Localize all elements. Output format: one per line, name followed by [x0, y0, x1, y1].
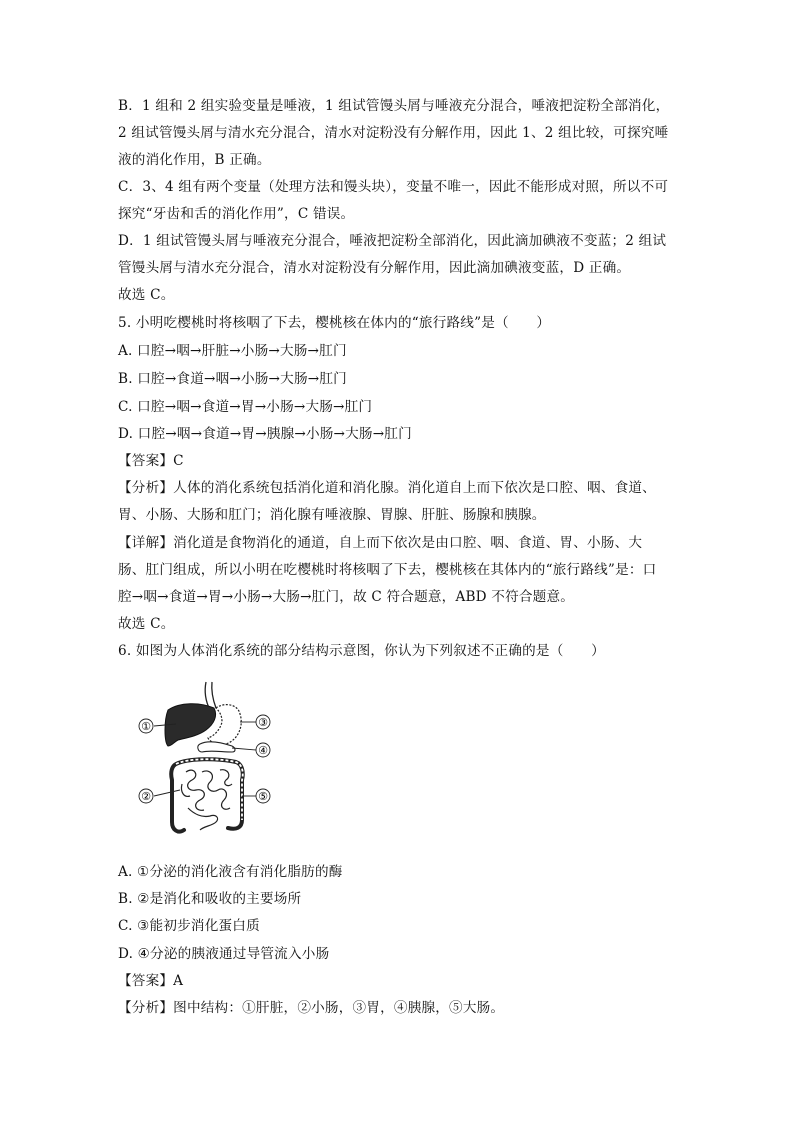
text-line: D．1 组试管馒头屑与唾液充分混合，唾液把淀粉全部消化，因此滴加碘液不变蓝；2 组试	[118, 233, 667, 249]
text-line: 故选 C。	[118, 287, 175, 303]
detail-text: 【详解】消化道是食物消化的通道，自上而下依次是由口腔、咽、食道、胃、小肠、大	[118, 535, 643, 551]
label-2: ②	[141, 790, 151, 803]
question-5-stem: 5. 小明吃樱桃时将核咽了下去，樱桃核在体内的“旅行路线”是（ ）	[118, 315, 551, 331]
detail-text: 腔→咽→食道→胃→小肠→大肠→肛门，故 C 符合题意，ABD 不符合题意。	[118, 589, 575, 605]
label-4: ④	[258, 744, 268, 757]
text-line: 液的消化作用，B 正确。	[118, 152, 271, 168]
pancreas-shape	[198, 742, 235, 752]
detail-text: 肠、肛门组成，所以小明在吃樱桃时将核咽了下去，樱桃核在其体内的“旅行路线”是：口	[118, 562, 657, 578]
analysis-text: 胃、小肠、大肠和肛门；消化腺有唾液腺、胃腺、肝脏、肠腺和胰腺。	[118, 507, 546, 523]
option-d: D. ④分泌的胰液通过导管流入小肠	[118, 946, 330, 962]
option-a: A. 口腔→咽→肝脏→小肠→大肠→肛门	[118, 343, 347, 359]
text-line: 2 组试管馒头屑与清水充分混合，清水对淀粉没有分解作用，因此 1、2 组比较，可探究唾	[118, 125, 669, 141]
conclusion-text: 故选 C。	[118, 616, 175, 632]
text-line: 探究“牙齿和舌的消化作用”，C 错误。	[118, 206, 355, 222]
label-3: ③	[258, 716, 268, 729]
text-line: B．1 组和 2 组实验变量是唾液，1 组试管馒头屑与唾液充分混合，唾液把淀粉全部消化，	[118, 98, 670, 114]
text-line: 管馒头屑与清水充分混合，清水对淀粉没有分解作用，因此滴加碘液变蓝，D 正确。	[118, 260, 631, 276]
option-c: C. 口腔→咽→食道→胃→小肠→大肠→肛门	[118, 399, 373, 415]
large-intestine-shape	[171, 759, 243, 831]
option-a: A. ①分泌的消化液含有消化脂肪的酶	[118, 864, 343, 880]
text-line: C．3、4 组有两个变量（处理方法和馒头块），变量不唯一，因此不能形成对照，所以不可	[118, 179, 669, 195]
digestive-system-figure	[128, 680, 288, 842]
analysis-text: 【分析】人体的消化系统包括消化道和消化腺。消化道自上而下依次是口腔、咽、食道、	[118, 480, 656, 496]
label-1: ①	[141, 720, 151, 733]
answer-label: 【答案】C	[118, 453, 184, 469]
liver-shape	[165, 704, 216, 746]
small-intestine-shape	[181, 770, 232, 830]
question-6-stem: 6. 如图为人体消化系统的部分结构示意图，你认为下列叙述不正确的是（ ）	[118, 643, 605, 659]
digestive-system-diagram	[128, 680, 288, 842]
label-5: ⑤	[258, 790, 268, 803]
analysis-text: 【分析】图中结构：①肝脏，②小肠，③胃，④胰腺，⑤大肠。	[118, 1000, 505, 1016]
option-b: B. ②是消化和吸收的主要场所	[118, 891, 302, 907]
option-b: B. 口腔→食道→咽→小肠→大肠→肛门	[118, 371, 347, 387]
option-d: D. 口腔→咽→食道→胃→胰腺→小肠→大肠→肛门	[118, 426, 412, 442]
answer-label: 【答案】A	[118, 973, 184, 989]
option-c: C. ③能初步消化蛋白质	[118, 918, 260, 934]
